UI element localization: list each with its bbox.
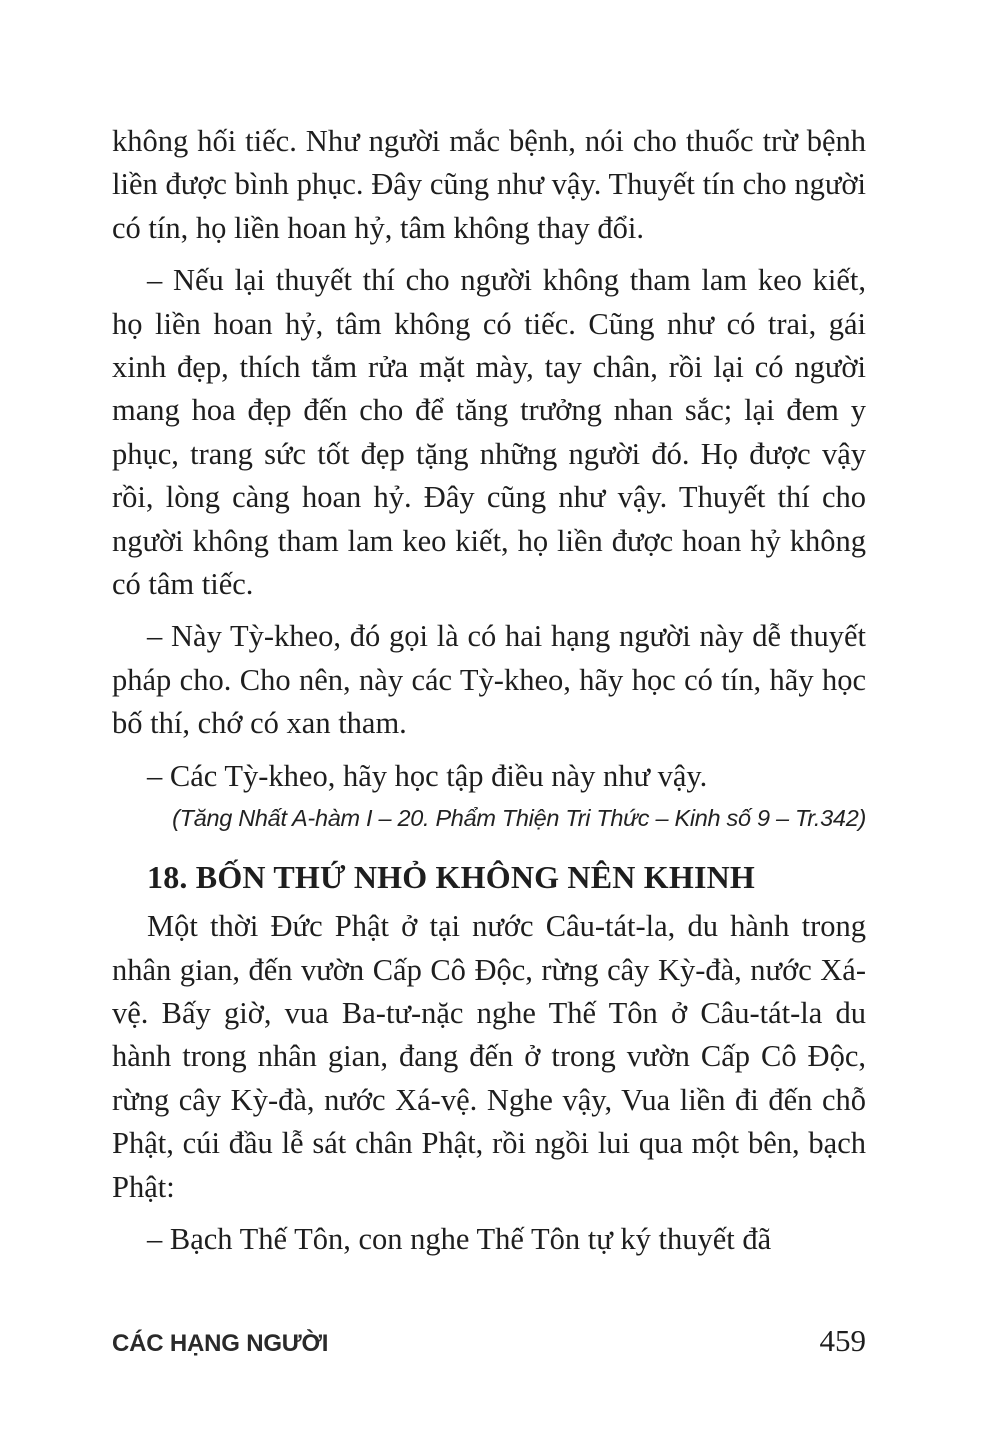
section-heading: 18. BỐN THỨ NHỎ KHÔNG NÊN KHINH [147,859,756,896]
running-title: CÁC HẠNG NGƯỜI [112,1330,329,1357]
paragraph-5: Một thời Đức Phật ở tại nước Câu-tát-la, du hành trong nhân gian, đến vườn Cấp Cô Độc, rừng cây Kỳ-đà, nước Xá-vệ. Bấy giờ, vua Ba-tư-nặc nghe Thế Tôn ở Câu-tát-la du hành trong nhân gian, đang đến ở trong vườn Cấp Cô Độc, rừng cây Kỳ-đà, nước Xá-vệ. Nghe vậy, Vua liền đi đến chỗ Phật, cúi đầu lễ sát chân Phật, rồi ngồi lui qua một bên, bạch Phật: [112,909,866,1204]
page-number: 459 [819,1323,866,1358]
paragraph-3: – Này Tỳ-kheo, đó gọi là có hai hạng người này dễ thuyết pháp cho. Cho nên, này các Tỳ-kheo, hãy học có tín, hãy học bố thí, chớ có xan tham. [112,619,866,741]
page-body [112,120,866,1270]
citation: (Tăng Nhất A-hàm I – 20. Phẩm Thiện Tri Thức – Kinh số 9 – Tr.342) [172,805,866,832]
paragraph-1: không hối tiếc. Như người mắc bệnh, nói cho thuốc trừ bệnh liền được bình phục. Đây cũng như vậy. Thuyết tín cho người có tín, họ liền hoan hỷ, tâm không thay đổi. [112,124,866,245]
paragraph-6: – Bạch Thế Tôn, con nghe Thế Tôn tự ký thuyết đã [147,1221,772,1256]
paragraph-2: – Nếu lại thuyết thí cho người không tham lam keo kiết, họ liền hoan hỷ, tâm không có tiếc. Cũng như có trai, gái xinh đẹp, thích tắm rửa mặt mày, tay chân, rồi lại có người mang hoa đẹp đến cho để tăng trưởng nhan sắc; lại đem y phục, trang sức tốt đẹp tặng những người đó. Họ được vậy rồi, lòng càng hoan hỷ. Đây cũng như vậy. Thuyết thí cho người không tham lam keo kiết, họ liền được hoan hỷ không có tâm tiếc. [112,263,866,602]
paragraph-4: – Các Tỳ-kheo, hãy học tập điều này như vậy. [147,758,708,793]
